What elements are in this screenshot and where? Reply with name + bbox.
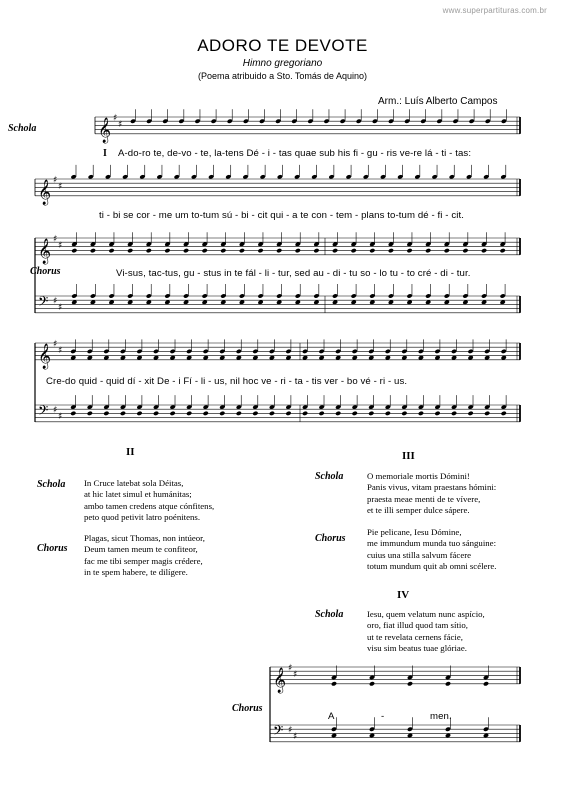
verse-line: totum mundum quit ab omni scélere. bbox=[367, 561, 497, 572]
sharp-sign: ♯ bbox=[53, 405, 58, 416]
verse-marker: I bbox=[103, 148, 107, 159]
note-head bbox=[153, 411, 159, 416]
sharp-sign: ♯ bbox=[58, 181, 63, 192]
note-head bbox=[170, 411, 176, 416]
sharp-sign: ♯ bbox=[53, 296, 58, 307]
verse-numeral-ii: II bbox=[126, 446, 135, 458]
note-head bbox=[220, 248, 226, 253]
note-head bbox=[127, 248, 133, 253]
note-head bbox=[445, 681, 451, 686]
verse-ii-schola-text bbox=[84, 478, 214, 524]
lyric-line-3: Vi-sus, tac-tus, gu - stus in te fál - li - tur, sed au - di - tu so - lo tu - to cré - di - tur. bbox=[116, 268, 471, 279]
page-title: ADORO TE DEVOTE bbox=[197, 36, 368, 55]
note-head bbox=[285, 411, 291, 416]
verse-line: Pie pelicane, Iesu Dómine, bbox=[367, 527, 462, 537]
note-head bbox=[401, 411, 407, 416]
note-head bbox=[500, 248, 506, 253]
verse-line: Deum tamen meum te confiteor, bbox=[84, 544, 198, 555]
schola-label: Schola bbox=[8, 123, 37, 134]
verse-line: in te spem habere, te dilígere. bbox=[84, 567, 188, 578]
site-watermark: www.superpartituras.com.br bbox=[442, 6, 547, 15]
sharp-sign: ♯ bbox=[113, 113, 118, 124]
verse-line: Iesu, quem velatum nunc aspício, bbox=[367, 609, 485, 619]
treble-clef: 𝄞 bbox=[38, 179, 52, 205]
note-head bbox=[484, 411, 490, 416]
sharp-sign: ♯ bbox=[293, 669, 298, 680]
note-head bbox=[70, 411, 76, 416]
note-head bbox=[186, 411, 192, 416]
note-head bbox=[313, 248, 319, 253]
note-head bbox=[87, 411, 93, 416]
sharp-sign: ♯ bbox=[53, 339, 58, 350]
lyric-line-1: A-do-ro te, de-vo - te, la-tens Dé - i - tas quae sub his fi - gu - ris ve-re lá - ti - tas: bbox=[118, 148, 472, 159]
treble-clef: 𝄞 bbox=[38, 238, 52, 264]
note-head bbox=[120, 411, 126, 416]
verse-line: Plagas, sicut Thomas, non intúeor, bbox=[84, 533, 205, 543]
page-subtitle: Himno gregoriano bbox=[242, 58, 323, 69]
note-head bbox=[203, 411, 209, 416]
sharp-sign: ♯ bbox=[288, 725, 293, 736]
note-head bbox=[90, 248, 96, 253]
chorus-label: Chorus bbox=[315, 533, 346, 544]
note-head bbox=[146, 248, 152, 253]
verse-line: Panis vivus, vitam praestans hómini: bbox=[367, 482, 497, 493]
verse-line: In Cruce latebat sola Déitas, bbox=[84, 478, 184, 488]
note-head bbox=[462, 248, 468, 253]
amen-syllable: - bbox=[381, 711, 385, 722]
verse-line: O memoriale mortis Dómini! bbox=[367, 471, 470, 481]
sharp-sign: ♯ bbox=[288, 663, 293, 674]
note-head bbox=[406, 248, 412, 253]
note-head bbox=[219, 411, 225, 416]
verse-line: visu sim beatus tuae glóriae. bbox=[367, 643, 467, 654]
verse-iii-schola-text bbox=[367, 471, 496, 517]
note-head bbox=[239, 248, 245, 253]
note-head bbox=[331, 681, 337, 686]
note-head bbox=[164, 248, 170, 253]
note-head bbox=[369, 248, 375, 253]
note-head bbox=[425, 248, 431, 253]
note-head bbox=[388, 248, 394, 253]
note-head bbox=[252, 411, 258, 416]
poem-attribution: (Poema atribuido a Sto. Tomás de Aquino) bbox=[198, 71, 367, 81]
note-head bbox=[369, 681, 375, 686]
verse-numeral-iii: III bbox=[402, 450, 415, 462]
verse-line: at hic latet simul et humánitas; bbox=[84, 489, 192, 500]
note-head bbox=[368, 411, 374, 416]
bass-clef: 𝄢 bbox=[273, 722, 284, 742]
schola-label: Schola bbox=[315, 471, 344, 482]
note-head bbox=[202, 248, 208, 253]
note-head bbox=[295, 248, 301, 253]
lyric-line-2: ti - bi se cor - me um to-tum sú - bi - cit qui - a te con - tem - plans to-tum dé - fi - cit. bbox=[99, 210, 464, 221]
note-head bbox=[257, 248, 263, 253]
verse-line: oro, fiat illud quod tam sítio, bbox=[367, 620, 468, 631]
amen-syllable: A bbox=[328, 711, 335, 722]
verse-line: praesta meae menti de te vívere, bbox=[367, 493, 481, 504]
note-head bbox=[483, 681, 489, 686]
note-head bbox=[468, 411, 474, 416]
verse-line: me immundum munda tuo sánguine: bbox=[367, 538, 497, 549]
note-head bbox=[451, 411, 457, 416]
chorus-label: Chorus bbox=[37, 543, 68, 554]
bass-clef: 𝄢 bbox=[38, 402, 49, 422]
sharp-sign: ♯ bbox=[58, 345, 63, 356]
verse-line: ambo tamen credens atque cónfitens, bbox=[84, 500, 215, 511]
sharp-sign: ♯ bbox=[58, 412, 63, 422]
note-head bbox=[71, 248, 77, 253]
note-head bbox=[319, 411, 325, 416]
sharp-sign: ♯ bbox=[118, 119, 123, 130]
amen-syllable: men. bbox=[430, 711, 452, 722]
note-head bbox=[407, 681, 413, 686]
treble-clef: 𝄞 bbox=[98, 117, 112, 143]
note-head bbox=[276, 248, 282, 253]
schola-label: Schola bbox=[37, 479, 66, 490]
chorus-label: Chorus bbox=[232, 703, 263, 714]
verse-line: cuius una stilla salvum fácere bbox=[367, 549, 472, 560]
note-head bbox=[444, 248, 450, 253]
note-head bbox=[136, 411, 142, 416]
note-head bbox=[332, 248, 338, 253]
note-head bbox=[385, 411, 391, 416]
verse-numeral-iv: IV bbox=[397, 589, 410, 601]
note-head bbox=[103, 411, 109, 416]
note-head bbox=[352, 411, 358, 416]
verse-iii-chorus-text bbox=[367, 527, 497, 573]
note-head bbox=[108, 248, 114, 253]
sharp-sign: ♯ bbox=[53, 175, 58, 186]
sharp-sign: ♯ bbox=[58, 303, 63, 313]
bass-clef: 𝄢 bbox=[38, 293, 49, 313]
note-head bbox=[302, 411, 308, 416]
note-head bbox=[418, 411, 424, 416]
sharp-sign: ♯ bbox=[53, 234, 58, 245]
note-head bbox=[236, 411, 242, 416]
note-head bbox=[351, 248, 357, 253]
chorus-label: Chorus bbox=[30, 266, 61, 277]
note-head bbox=[335, 411, 341, 416]
note-head bbox=[183, 248, 189, 253]
arranger-credit: Arm.: Luís Alberto Campos bbox=[378, 96, 498, 107]
note-head bbox=[481, 248, 487, 253]
note-head bbox=[269, 411, 275, 416]
treble-clef: 𝄞 bbox=[38, 343, 52, 369]
verse-line: ut te revelata cernens fácie, bbox=[367, 631, 463, 642]
verse-ii-chorus-text bbox=[84, 533, 205, 579]
verse-iv-schola-text bbox=[367, 609, 485, 655]
treble-clef: 𝄞 bbox=[273, 667, 287, 693]
schola-label: Schola bbox=[315, 609, 344, 620]
verse-line: et te illi semper dulce sápere. bbox=[367, 505, 470, 516]
note-head bbox=[501, 411, 507, 416]
verse-line: peto quod petivit latro poénitens. bbox=[84, 512, 201, 523]
verse-line: fac me tibi semper magis crédere, bbox=[84, 555, 203, 566]
sharp-sign: ♯ bbox=[293, 732, 298, 742]
lyric-line-4: Cre-do quid - quid dí - xit De - i Fí - li - us, nil hoc ve - ri - ta - tis ver - bo vé - ri - us. bbox=[46, 376, 408, 387]
note-head bbox=[434, 411, 440, 416]
sharp-sign: ♯ bbox=[58, 240, 63, 251]
